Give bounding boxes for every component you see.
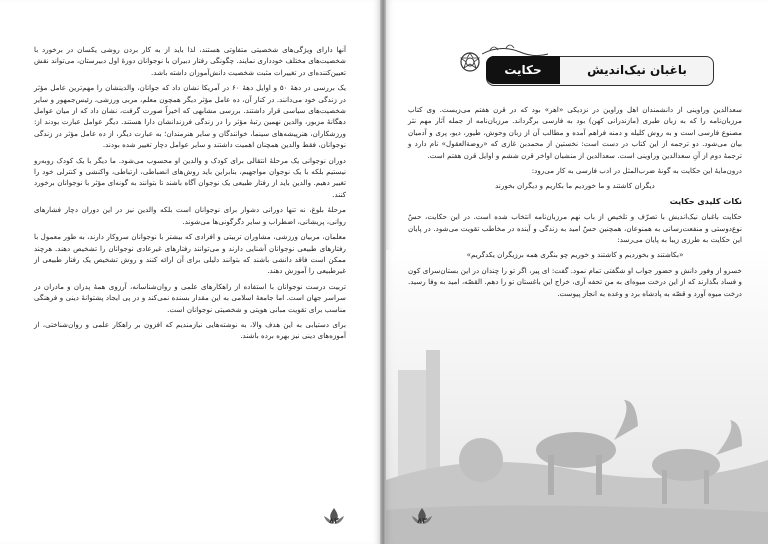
key-points-paragraph-1: حکایت باغبان نیک‌اندیش با تصرّف و تلخیص از باب نهم مرزبان‌نامه انتخاب شده است. در این حکایت، حسّ نوع‌دوستی و منفعت‌رسانی به همنوعان، همچنین حسّ امید به زندگی و آینده در مخاطب تقویت می‌شود. در پایان این حکایت به طرزی زیبا به پایان می‌رسد: [408,212,742,245]
left-paragraph-5: معلمان، مربیان ورزشی، مشاوران تربیتی و افرادی که بیشتر با نوجوانان سروکار دارند، به طور معمول با رفتارهای طبیعی نوجوانان آشنایی دارند و می‌توانند رفتارهای غیرعادی نوجوانان را تشخیص دهند. هرچند ممکن است فاقد دانشی باشند که بتوانند دلیلی برای آن ارائه کنند و روش تشخیص یک رفتار طبیعی از غیرطبیعی را آموزش دهند. [34,232,346,276]
left-paragraph-1: آنها دارای ویژگی‌های شخصیتی متفاوتی هستند، لذا باید از به کار بردن روشی یکسان در برخورد با شخصیت‌های مختلف خودداری نمایند. چگونگی رفتار دبیران با نوجوانان دورهٔ اول دبیرستان، می‌تواند نقش تعیین‌کننده‌ای در تغییرات مثبت شخصیت دانش‌آموزان داشته باشد. [34,45,346,77]
verse-line: دیگران کاشتند و ما خوردیم ما بکاریم و دیگران بخورند [495,181,655,191]
page-number-left [314,504,354,534]
left-page-body [34,44,346,346]
left-paragraph-4: مرحلهٔ بلوغ، نه تنها دورانی دشوار برای نوجوانان است بلکه والدین نیز در این دوران دچار فشارهای روانی، پریشانی، اضطراب و سایر دگرگونی‌ها می‌شوند. [34,205,346,226]
page-number-right-label: ۸۳ [417,516,427,525]
left-paragraph-2: یک بررسی در دههٔ ۵۰ و اوایل دههٔ ۶۰ در آمریکا نشان داد که جوانان، والدینشان را مهم‌ترین عامل مؤثر در زندگی خود می‌دانند. در کنار آن، ده عامل مؤثر دیگر همچون معلم، مربی ورزشی، رئیس‌جمهور و سایر شخصیت‌های سیاسی قرار داشتند. بررسی مشابهی که اخیراً صورت گرفت، نشان داد که از میان عوامل دهگانهٔ مزبور، والدین نهمین رتبهٔ مؤثر را در زندگی فرزندانشان دارا هستند. دیگر عوامل عبارت بودند از: ورزشکاران، هنرپیشه‌های سینما، خوانندگان و سایر هنرمندان؛ به عبارت دیگر، از ده عامل مؤثر در زندگی نوجوانان، فقط والدین همچنان اهمیت داشتند و سایر عوامل دچار تغییر شده بودند. [34,83,346,150]
page-number-right [402,504,442,534]
key-points-paragraph-2: خسرو از وفور دانش و حضور جواب او شگفتی تمام نمود. گفت: ای پیر، اگر تو را چندان در این بستان‌سرای کون و فساد بگذارند که از این درخت میوه‌ای به من تحفه آری، خراج این باغستان تو را دهم. القصّه، امید به وفا رسید. درخت میوه آورد و قصّه به پادشاه برد و وعده به انجاز پیوست. [408,265,742,298]
left-paragraph-6: تربیت درست نوجوانان با استفاده از راهکارهای علمی و روان‌شناسانه، آرزوی همهٔ پدران و مادران در سراسر جهان است. اما جامعهٔ اسلامی به این مقدار بسنده نمی‌کند و در پی ایجاد پشتوانهٔ دینی و فرهنگی مناسب برای تقویت مبانی هویتی و شخصیتی نوجوانان است. [34,281,346,314]
page-number-left-label: ۸۲ [329,516,339,525]
key-points-heading: نکات کلیدی حکایت [669,196,742,206]
left-paragraph-7: برای دستیابی به این هدف والا، به نوشته‌هایی نیازمندیم که افزون بر راهکار علمی و روان‌شناختی، از آموزه‌های دینی نیز بهره برده باشند. [34,319,346,341]
story-title-banner [430,44,718,90]
left-page [0,0,380,544]
right-page-body [408,104,742,303]
key-points-verse: «بکاشتند و بخوردیم و کاشتند و خوریم چو بنگری همه برزیگران یکدگریم» [466,250,684,260]
story-title: باغبان نیک‌اندیش [587,63,687,77]
right-page [386,0,768,544]
right-paragraph-2: درون‌مایهٔ این حکایت به گونهٔ ضرب‌المثل در ادب فارسی به کار می‌رود: [531,166,742,176]
right-paragraph-1: سعدالدین وراوینی از دانشمندان اهل وراوین در نزدیکی «اهر» بود که در قرن هفتم می‌زیست. وی کتاب مرزبان‌نامه را که به زبان طبری (مازندرانی کهن) بود به فارسی برگرداند. مرزبان‌نامه از جمله آثار مهم نثر مصنوع فارسی است و به روش کلیله و دمنه فراهم آمده و مطالب آن از زبان وحوش، طیور، دیو، پری و آدمیان بیان می‌شود. دو ترجمه از این کتاب در دست است: نخستین از محمدبن غازی که «روضة‌العقول» نام دارد و ترجمهٔ دوم از آنِ سعدالدین وراوینی است. سعدالدین از منشیان اواخر قرن ششم و اوایل قرن هفتم است. [408,105,742,160]
left-paragraph-3: دوران نوجوانی یک مرحلهٔ انتقالی برای کودک و والدین او محسوب می‌شود. ما دیگر با یک کودک روبه‌رو نیستیم بلکه با یک نوجوان مواجهیم، بنابراین باید روش‌های انضباطی، ارتباطی، واکنشی و کنترلی خود را تغییر دهیم. والدین باید از رفتار طبیعی یک نوجوان آگاه باشند تا بتوانند به گونه‌ای مؤثر با نوجوانان برخورد کنند. [34,155,346,199]
story-badge: حکایت [486,56,560,84]
